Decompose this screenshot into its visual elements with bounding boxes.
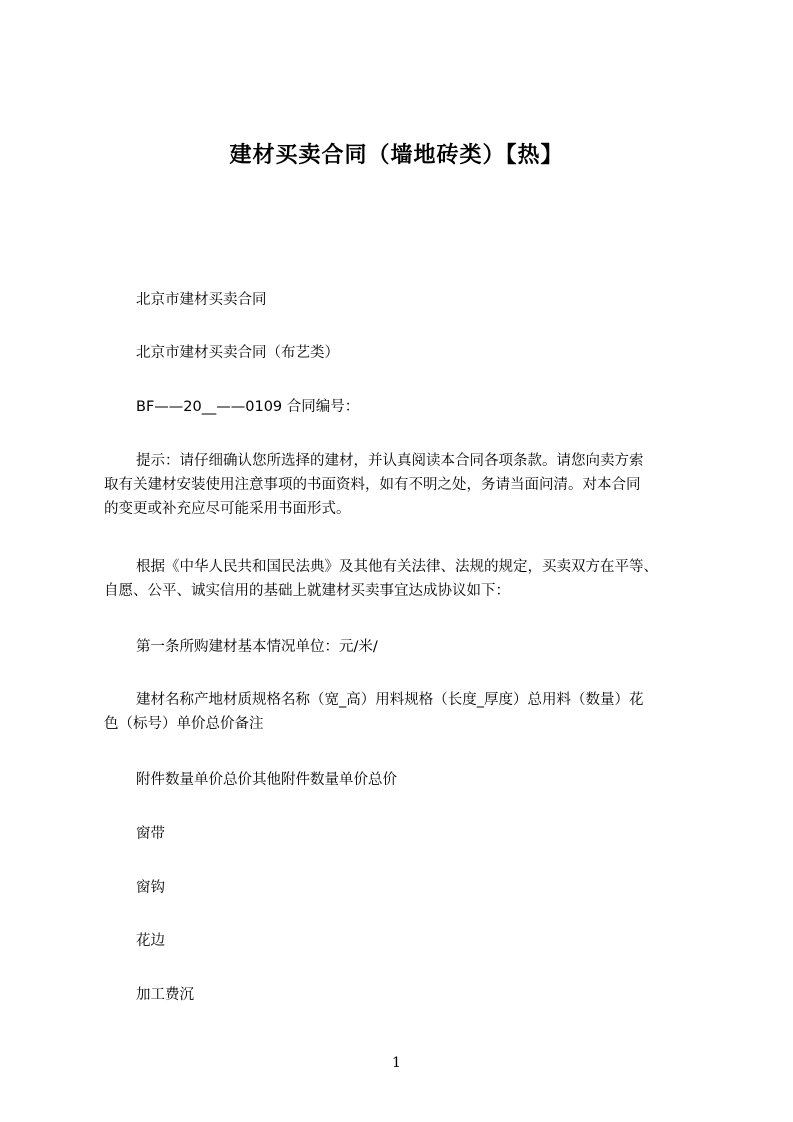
paragraph-contract-number [104, 395, 704, 419]
paragraph-item-window-strap [104, 822, 704, 846]
paragraph-line: 根据《中华人民共和国民法典》及其他有关法律、法规的规定，买卖双方在平等、 [136, 559, 658, 575]
paragraph-line: 窗带 [136, 826, 165, 842]
paragraph-line: BF——20__——0109 合同编号： [136, 399, 360, 415]
paragraph-item-processing-fee [104, 983, 704, 1007]
paragraph-fabric-contract [104, 341, 704, 365]
paragraph-article-one [104, 635, 704, 659]
paragraph-material-columns [104, 688, 704, 736]
paragraph-line: 的变更或补充应尽可能采用书面形式。 [104, 501, 351, 517]
paragraph-line: 北京市建材买卖合同（布艺类） [136, 345, 339, 361]
paragraph-attachment-columns [104, 768, 704, 792]
paragraph-legal-basis [104, 555, 704, 603]
paragraph-line: 提示：请仔细确认您所选择的建材，并认真阅读本合同各项条款。请您向卖方索 [136, 453, 644, 469]
document-title: 建材买卖合同（墙地砖类）【热】 [229, 143, 564, 168]
paragraph-item-lace-border [104, 929, 704, 953]
page-number: 1 [392, 1055, 401, 1071]
paragraph-line: 加工费沉 [136, 987, 194, 1003]
paragraph-line: 自愿、公平、诚实信用的基础上就建材买卖事宜达成协议如下： [104, 583, 510, 599]
paragraph-notice [104, 449, 704, 521]
paragraph-city-contract [104, 288, 704, 312]
paragraph-line: 建材名称产地材质规格名称（宽_高）用料规格（长度_厚度）总用料（数量）花 [136, 692, 644, 708]
paragraph-line: 花边 [136, 933, 165, 949]
paragraph-line: 取有关建材安装使用注意事项的书面资料，如有不明之处，务请当面问清。对本合同 [104, 477, 641, 493]
paragraph-line: 附件数量单价总价其他附件数量单价总价 [136, 772, 397, 788]
paragraph-line: 窗钩 [136, 880, 165, 896]
paragraph-item-window-hook [104, 876, 704, 900]
paragraph-line: 北京市建材买卖合同 [136, 292, 267, 308]
paragraph-line: 第一条所购建材基本情况单位：元/米/ [136, 639, 378, 655]
paragraph-line: 色（标号）单价总价备注 [104, 716, 264, 732]
